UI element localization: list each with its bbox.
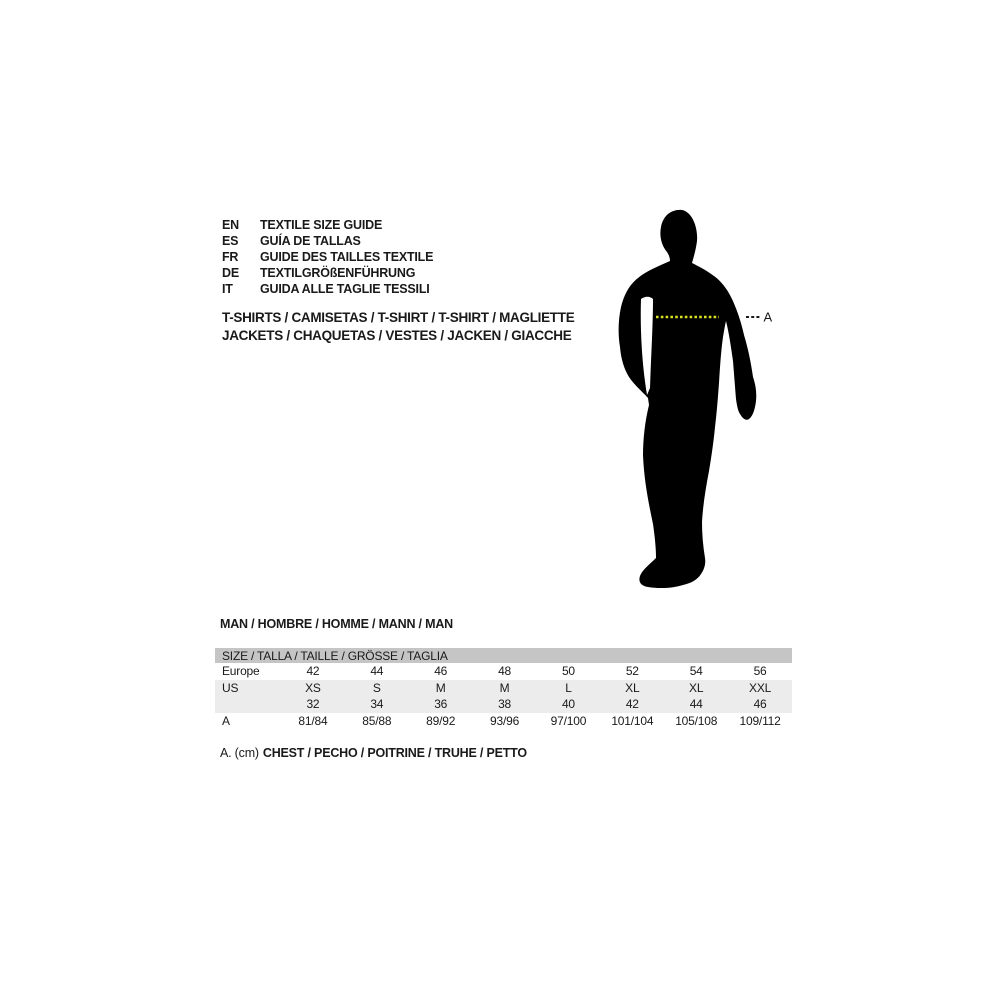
- size-cell: 105/108: [675, 713, 718, 728]
- language-label: GUIDA ALLE TAGLIE TESSILI: [260, 282, 430, 296]
- size-table-header-label: SIZE / TALLA / TAILLE / GRÖSSE / TAGLIA: [222, 648, 448, 663]
- row-label: US: [222, 680, 239, 695]
- language-row: [222, 233, 433, 249]
- size-cell: 89/92: [426, 713, 456, 728]
- size-cell: 38: [498, 697, 512, 712]
- language-row: [222, 265, 433, 281]
- language-code: DE: [222, 266, 239, 280]
- size-cell: 54: [689, 664, 703, 679]
- size-cell: 44: [370, 664, 384, 679]
- language-row: [222, 281, 433, 297]
- size-cell: XL: [625, 680, 640, 695]
- size-cell: M: [435, 680, 446, 695]
- language-label: TEXTILE SIZE GUIDE: [260, 218, 383, 232]
- category-line-tshirts: T-SHIRTS / CAMISETAS / T-SHIRT / T-SHIRT / MAGLIETTE: [222, 310, 575, 325]
- size-cell: 36: [434, 697, 448, 712]
- size-cell: XS: [305, 680, 321, 695]
- footnote-prefix: A. (cm): [220, 746, 259, 760]
- language-label: GUÍA DE TALLAS: [260, 234, 361, 248]
- language-row: [222, 249, 433, 265]
- table-title: MAN / HOMBRE / HOMME / MANN / MAN: [220, 617, 453, 631]
- language-label: GUIDE DES TAILLES TEXTILE: [260, 250, 434, 264]
- size-cell: 93/96: [490, 713, 520, 728]
- language-code: ES: [222, 234, 239, 248]
- table-row: [215, 680, 792, 697]
- size-cell: 85/88: [362, 713, 392, 728]
- size-cell: 97/100: [550, 713, 587, 728]
- table-row: [215, 696, 792, 713]
- size-cell: S: [372, 680, 381, 695]
- size-cell: 81/84: [298, 713, 328, 728]
- size-cell: 46: [434, 664, 448, 679]
- size-table-rows: [215, 663, 792, 729]
- category-line-jackets: JACKETS / CHAQUETAS / VESTES / JACKEN / GIACCHE: [222, 327, 572, 343]
- table-row: [215, 713, 792, 730]
- size-cell: 42: [306, 664, 320, 679]
- language-row: [222, 217, 433, 233]
- footnote-text: CHEST / PECHO / POITRINE / TRUHE / PETTO: [262, 746, 527, 760]
- size-cell: 44: [689, 697, 703, 712]
- size-cell: 40: [561, 697, 575, 712]
- size-cell: 42: [625, 697, 639, 712]
- size-cell: 32: [306, 697, 320, 712]
- size-cell: 34: [370, 697, 384, 712]
- size-cell: 56: [753, 664, 767, 679]
- size-cell: 46: [753, 697, 767, 712]
- language-code: FR: [222, 250, 239, 264]
- size-cell: 48: [498, 664, 512, 679]
- size-cell: 50: [561, 664, 575, 679]
- man-silhouette: [619, 210, 757, 588]
- size-cell: M: [499, 680, 510, 695]
- size-cell: 101/104: [611, 713, 654, 728]
- size-cell: XXL: [749, 680, 772, 695]
- language-list: [222, 217, 433, 297]
- category-lines: [222, 309, 574, 344]
- size-cell: 109/112: [739, 713, 781, 728]
- row-label: Europe: [222, 664, 260, 679]
- size-table-header: [215, 648, 792, 663]
- size-cell: XL: [689, 680, 704, 695]
- table-row: [215, 663, 792, 680]
- language-label: TEXTILGRÖßENFÜHRUNG: [260, 266, 416, 280]
- language-code: IT: [222, 282, 233, 296]
- language-code: EN: [222, 218, 239, 232]
- footnote: [220, 746, 527, 760]
- figure: [590, 190, 810, 610]
- measure-label-a: A: [763, 309, 773, 325]
- man-silhouette-svg: [590, 190, 810, 610]
- size-table: [215, 648, 792, 729]
- size-cell: 52: [625, 664, 639, 679]
- row-label: A: [222, 713, 230, 728]
- size-cell: L: [565, 680, 572, 695]
